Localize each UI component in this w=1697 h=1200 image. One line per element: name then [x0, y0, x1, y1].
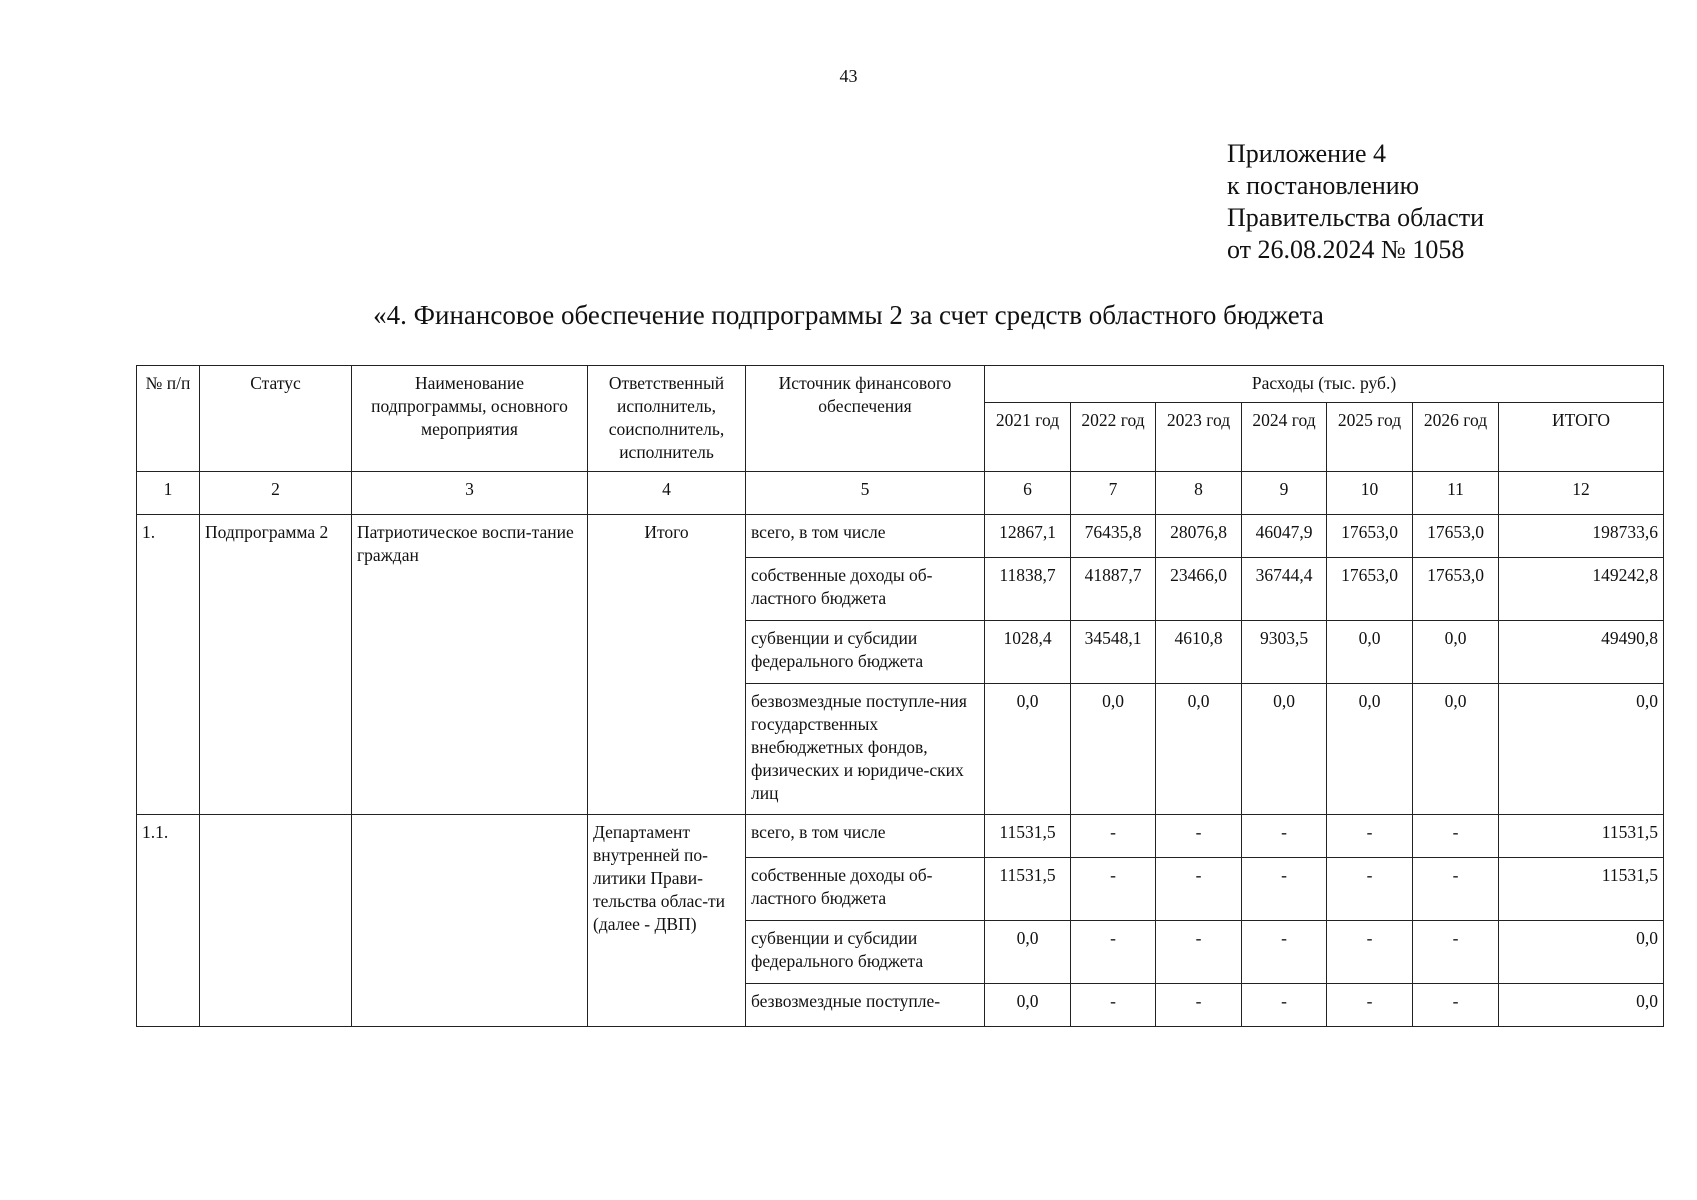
value-cell: -	[1156, 815, 1242, 858]
source-cell: субвенции и субсидии федерального бюджета	[746, 921, 985, 984]
row-responsible: Департамент внутренней по-литики Прави-тельства облас-ти (далее - ДВП)	[588, 815, 746, 1027]
value-cell: 0,0	[1327, 684, 1413, 815]
row-status: Подпрограмма 2	[200, 515, 352, 815]
row-status	[200, 815, 352, 1027]
appendix-line-4: от 26.08.2024 № 1058	[1227, 235, 1465, 264]
total-cell: 11531,5	[1499, 815, 1664, 858]
column-number: 2	[200, 472, 352, 515]
header-year-2024: 2024 год	[1242, 403, 1327, 472]
value-cell: -	[1156, 858, 1242, 921]
value-cell: -	[1413, 984, 1499, 1027]
appendix-block	[1227, 138, 1484, 266]
header-expenses: Расходы (тыс. руб.)	[985, 366, 1664, 403]
header-year-2023: 2023 год	[1156, 403, 1242, 472]
row-number: 1.	[137, 515, 200, 815]
value-cell: 9303,5	[1242, 621, 1327, 684]
value-cell: -	[1071, 921, 1156, 984]
value-cell: -	[1413, 815, 1499, 858]
header-year-2025: 2025 год	[1327, 403, 1413, 472]
total-cell: 49490,8	[1499, 621, 1664, 684]
column-number: 7	[1071, 472, 1156, 515]
value-cell: 17653,0	[1327, 515, 1413, 558]
financing-table	[136, 365, 1664, 1027]
column-number: 6	[985, 472, 1071, 515]
value-cell: -	[1071, 858, 1156, 921]
source-cell: безвозмездные поступле-ния государственных внебюджетных фондов, физических и юридиче-ских лиц	[746, 684, 985, 815]
header-status: Статус	[200, 366, 352, 472]
appendix-line-3: Правительства области	[1227, 203, 1485, 232]
column-number: 1	[137, 472, 200, 515]
row-number: 1.1.	[137, 815, 200, 1027]
source-cell: всего, в том числе	[746, 515, 985, 558]
value-cell: 34548,1	[1071, 621, 1156, 684]
value-cell: -	[1413, 858, 1499, 921]
row-responsible: Итого	[588, 515, 746, 815]
value-cell: 28076,8	[1156, 515, 1242, 558]
value-cell: 11531,5	[985, 815, 1071, 858]
column-number: 10	[1327, 472, 1413, 515]
value-cell: -	[1156, 921, 1242, 984]
value-cell: 23466,0	[1156, 558, 1242, 621]
total-cell: 198733,6	[1499, 515, 1664, 558]
value-cell: -	[1156, 984, 1242, 1027]
value-cell: -	[1327, 858, 1413, 921]
value-cell: 0,0	[1156, 684, 1242, 815]
value-cell: 0,0	[1071, 684, 1156, 815]
total-cell: 149242,8	[1499, 558, 1664, 621]
source-cell: собственные доходы об-ластного бюджета	[746, 558, 985, 621]
row-name	[352, 815, 588, 1027]
document-title: «4. Финансовое обеспечение подпрограммы 2 за счет средств областного бюджета	[373, 300, 1324, 330]
value-cell: 0,0	[1242, 684, 1327, 815]
value-cell: -	[1327, 984, 1413, 1027]
value-cell: 0,0	[1327, 621, 1413, 684]
column-number: 11	[1413, 472, 1499, 515]
value-cell: 0,0	[985, 921, 1071, 984]
header-source: Источник финансового обеспечения	[746, 366, 985, 472]
value-cell: 17653,0	[1327, 558, 1413, 621]
total-cell: 0,0	[1499, 984, 1664, 1027]
column-number: 3	[352, 472, 588, 515]
value-cell: -	[1413, 921, 1499, 984]
source-cell: безвозмездные поступле-	[746, 984, 985, 1027]
value-cell: 11838,7	[985, 558, 1071, 621]
value-cell: 12867,1	[985, 515, 1071, 558]
column-number: 9	[1242, 472, 1327, 515]
value-cell: 1028,4	[985, 621, 1071, 684]
column-number: 5	[746, 472, 985, 515]
source-cell: всего, в том числе	[746, 815, 985, 858]
column-number: 8	[1156, 472, 1242, 515]
total-cell: 0,0	[1499, 684, 1664, 815]
value-cell: -	[1071, 984, 1156, 1027]
appendix-line-1: Приложение 4	[1227, 139, 1387, 168]
value-cell: 41887,7	[1071, 558, 1156, 621]
source-cell: субвенции и субсидии федерального бюджета	[746, 621, 985, 684]
value-cell: 0,0	[1413, 621, 1499, 684]
table-row	[137, 515, 1664, 558]
row-name: Патриотическое воспи-тание граждан	[352, 515, 588, 815]
column-numbers-row	[137, 472, 1664, 515]
header-num: № п/п	[137, 366, 200, 472]
value-cell: 17653,0	[1413, 515, 1499, 558]
header-year-2021: 2021 год	[985, 403, 1071, 472]
value-cell: 0,0	[1413, 684, 1499, 815]
value-cell: -	[1242, 921, 1327, 984]
value-cell: -	[1242, 984, 1327, 1027]
value-cell: -	[1327, 815, 1413, 858]
header-total: ИТОГО	[1499, 403, 1664, 472]
value-cell: 36744,4	[1242, 558, 1327, 621]
value-cell: -	[1071, 815, 1156, 858]
appendix-line-2: к постановлению	[1227, 171, 1420, 200]
source-cell: собственные доходы об-ластного бюджета	[746, 858, 985, 921]
page-number: 43	[839, 66, 858, 86]
value-cell: 0,0	[985, 684, 1071, 815]
column-number: 12	[1499, 472, 1664, 515]
header-row	[137, 366, 1664, 403]
value-cell: -	[1242, 815, 1327, 858]
value-cell: 0,0	[985, 984, 1071, 1027]
value-cell: 11531,5	[985, 858, 1071, 921]
value-cell: 17653,0	[1413, 558, 1499, 621]
column-number: 4	[588, 472, 746, 515]
header-name: Наименование подпрограммы, основного мероприятия	[352, 366, 588, 472]
value-cell: 76435,8	[1071, 515, 1156, 558]
value-cell: -	[1242, 858, 1327, 921]
total-cell: 11531,5	[1499, 858, 1664, 921]
header-responsible: Ответственный исполнитель, соисполнитель, исполнитель	[588, 366, 746, 472]
header-year-2026: 2026 год	[1413, 403, 1499, 472]
total-cell: 0,0	[1499, 921, 1664, 984]
value-cell: 46047,9	[1242, 515, 1327, 558]
header-year-2022: 2022 год	[1071, 403, 1156, 472]
value-cell: 4610,8	[1156, 621, 1242, 684]
table-row	[137, 815, 1664, 858]
value-cell: -	[1327, 921, 1413, 984]
